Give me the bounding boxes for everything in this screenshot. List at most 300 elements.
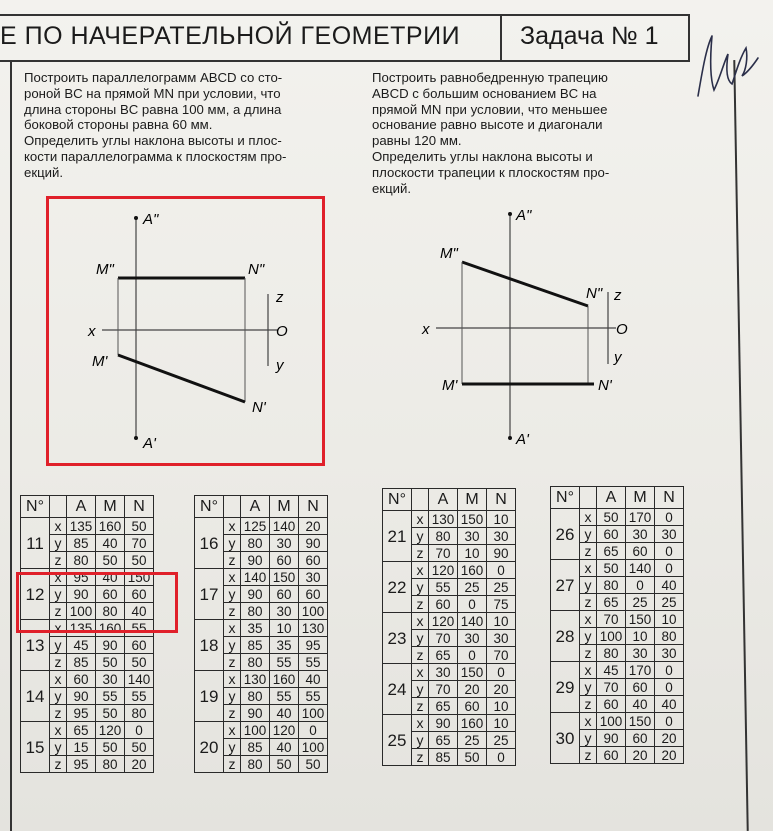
axis-label: y (412, 732, 429, 749)
coordinate-value: 65 (429, 732, 458, 749)
header-m: M (626, 487, 655, 509)
coordinate-value: 90 (597, 730, 626, 747)
axis-label: z (580, 543, 597, 560)
coordinate-value: 55 (270, 654, 299, 671)
coordinate-value: 90 (487, 545, 516, 562)
header-n: N (487, 489, 516, 511)
axis-label: x (50, 620, 67, 637)
coordinate-value: 120 (270, 722, 299, 739)
variant-number: 28 (551, 611, 580, 662)
table-row (383, 562, 516, 579)
variant-number: 20 (195, 722, 224, 773)
coordinate-value: 160 (458, 715, 487, 732)
table-row (195, 671, 328, 688)
variant-number: 16 (195, 518, 224, 569)
coordinate-value: 30 (270, 603, 299, 620)
axis-label: y (50, 535, 67, 552)
coordinate-value: 30 (487, 630, 516, 647)
table-row (195, 722, 328, 739)
coordinate-value: 60 (458, 698, 487, 715)
label-origin-right: O (616, 321, 628, 338)
coordinate-value: 10 (626, 628, 655, 645)
label-y-axis: y (276, 357, 284, 374)
axis-label: y (50, 739, 67, 756)
label-m-frontal: M" (96, 261, 114, 278)
coordinate-value: 80 (429, 528, 458, 545)
axis-label: x (224, 620, 241, 637)
header-axis (580, 487, 597, 509)
coordinate-value: 85 (429, 749, 458, 766)
coordinate-value: 120 (429, 613, 458, 630)
coordinate-value: 130 (429, 511, 458, 528)
coordinate-value: 60 (270, 586, 299, 603)
table-row (551, 611, 684, 628)
coordinate-value: 25 (487, 732, 516, 749)
coordinate-value: 70 (487, 647, 516, 664)
coordinate-value: 150 (458, 664, 487, 681)
axis-label: x (580, 611, 597, 628)
axis-label: x (224, 569, 241, 586)
variants-table-21-25 (382, 488, 516, 766)
coordinate-value: 65 (429, 698, 458, 715)
right-problem-statement: Построить равнобедренную трапецию ABCD с большим основанием BC на прямой MN при условии, что меньшее основание равно высоте и диагонали равны 120 мм. Определить углы наклона высоты и плоскости трапеции к плоскостям про- екций. (372, 70, 610, 196)
coordinate-value: 20 (626, 747, 655, 764)
axis-label: z (224, 756, 241, 773)
header-m: M (270, 496, 299, 518)
axis-label: y (580, 730, 597, 747)
axis-label: y (580, 526, 597, 543)
label-origin: O (276, 323, 288, 340)
variant-number: 11 (21, 518, 50, 569)
page-left-border (10, 60, 12, 831)
axis-label: z (224, 552, 241, 569)
coordinate-value: 30 (626, 526, 655, 543)
label-z-axis-right: z (614, 287, 622, 304)
axis-label: x (412, 562, 429, 579)
coordinate-value: 50 (125, 739, 154, 756)
table-row (551, 713, 684, 730)
coordinate-value: 0 (299, 722, 328, 739)
coordinate-value: 40 (125, 603, 154, 620)
axis-label: y (580, 679, 597, 696)
axis-label: y (224, 586, 241, 603)
header-axis (412, 489, 429, 511)
axis-label: z (50, 654, 67, 671)
coordinate-value: 80 (241, 688, 270, 705)
coordinate-value: 140 (125, 671, 154, 688)
coordinate-value: 135 (67, 620, 96, 637)
coordinate-value: 30 (458, 528, 487, 545)
coordinate-value: 90 (67, 586, 96, 603)
variants-table-11-15 (20, 495, 154, 773)
header-a: A (597, 487, 626, 509)
coordinate-value: 10 (655, 611, 684, 628)
coordinate-value: 0 (655, 662, 684, 679)
header-bottom-border (0, 60, 690, 62)
coordinate-value: 50 (458, 749, 487, 766)
coordinate-value: 25 (626, 594, 655, 611)
header-top-border (0, 14, 690, 16)
coordinate-value: 80 (241, 756, 270, 773)
table-row (551, 662, 684, 679)
coordinate-value: 160 (96, 518, 125, 535)
coordinate-value: 10 (487, 511, 516, 528)
table-header-row (383, 489, 516, 511)
variant-number: 27 (551, 560, 580, 611)
coordinate-value: 80 (597, 577, 626, 594)
coordinate-value: 20 (655, 730, 684, 747)
coordinate-value: 40 (299, 671, 328, 688)
variants-table-16-20 (194, 495, 328, 773)
axis-label: y (412, 630, 429, 647)
axis-label: x (224, 671, 241, 688)
axis-label: y (224, 637, 241, 654)
coordinate-value: 60 (597, 747, 626, 764)
coordinate-value: 20 (655, 747, 684, 764)
coordinate-value: 40 (270, 739, 299, 756)
coordinate-value: 20 (125, 756, 154, 773)
axis-label: z (224, 705, 241, 722)
table-row (195, 620, 328, 637)
label-n-frontal-right: N" (586, 285, 603, 302)
table-row (383, 715, 516, 732)
label-n-horizontal-right: N' (598, 377, 612, 394)
coordinate-value: 120 (96, 722, 125, 739)
axis-label: x (224, 722, 241, 739)
coordinate-value: 160 (458, 562, 487, 579)
axis-label: x (412, 511, 429, 528)
coordinate-value: 150 (270, 569, 299, 586)
coordinate-value: 80 (125, 705, 154, 722)
drawing-highlight-box (46, 196, 325, 466)
axis-label: x (580, 713, 597, 730)
axis-label: y (50, 637, 67, 654)
page-right-border (733, 60, 748, 831)
coordinate-value: 80 (655, 628, 684, 645)
variant-number: 30 (551, 713, 580, 764)
axis-label: y (224, 535, 241, 552)
label-m-horizontal: M' (92, 353, 108, 370)
coordinate-value: 120 (429, 562, 458, 579)
coordinate-value: 50 (597, 509, 626, 526)
coordinate-value: 75 (487, 596, 516, 613)
axis-label: y (580, 577, 597, 594)
variant-number: 12 (21, 569, 50, 620)
variant-number: 29 (551, 662, 580, 713)
coordinate-value: 160 (96, 620, 125, 637)
coordinate-value: 170 (626, 662, 655, 679)
coordinate-value: 40 (96, 569, 125, 586)
coordinate-value: 70 (597, 679, 626, 696)
coordinate-value: 10 (270, 620, 299, 637)
coordinate-value: 135 (67, 518, 96, 535)
coordinate-value: 130 (241, 671, 270, 688)
coordinate-value: 40 (96, 535, 125, 552)
coordinate-value: 30 (655, 645, 684, 662)
coordinate-value: 60 (67, 671, 96, 688)
coordinate-value: 80 (96, 603, 125, 620)
coordinate-value: 80 (67, 552, 96, 569)
variant-number: 15 (21, 722, 50, 773)
label-a-frontal-right: A" (516, 207, 532, 224)
variant-number: 21 (383, 511, 412, 562)
coordinate-value: 90 (429, 715, 458, 732)
coordinate-value: 100 (299, 705, 328, 722)
coordinate-value: 40 (655, 577, 684, 594)
coordinate-value: 50 (96, 552, 125, 569)
coordinate-value: 10 (458, 545, 487, 562)
coordinate-value: 0 (655, 713, 684, 730)
coordinate-value: 60 (429, 596, 458, 613)
coordinate-value: 0 (487, 749, 516, 766)
coordinate-value: 0 (626, 577, 655, 594)
coordinate-value: 80 (241, 535, 270, 552)
coordinate-value: 140 (270, 518, 299, 535)
coordinate-value: 35 (241, 620, 270, 637)
coordinate-value: 100 (67, 603, 96, 620)
handwritten-signature (690, 18, 762, 108)
coordinate-value: 55 (270, 688, 299, 705)
table-header-row (21, 496, 154, 518)
axis-label: x (224, 518, 241, 535)
coordinate-value: 60 (626, 730, 655, 747)
coordinate-value: 10 (487, 613, 516, 630)
coordinate-value: 50 (597, 560, 626, 577)
coordinate-value: 60 (299, 552, 328, 569)
coordinate-value: 0 (655, 560, 684, 577)
coordinate-value: 25 (458, 732, 487, 749)
label-n-horizontal: N' (252, 399, 266, 416)
coordinate-value: 80 (597, 645, 626, 662)
coordinate-value: 130 (299, 620, 328, 637)
axis-label: z (412, 647, 429, 664)
coordinate-value: 25 (655, 594, 684, 611)
header-no: N° (195, 496, 224, 518)
table-row (383, 664, 516, 681)
coordinate-value: 55 (125, 688, 154, 705)
axis-label: y (224, 688, 241, 705)
header-a: A (429, 489, 458, 511)
coordinate-value: 55 (299, 688, 328, 705)
coordinate-value: 30 (487, 528, 516, 545)
axis-label: y (412, 681, 429, 698)
coordinate-value: 30 (299, 569, 328, 586)
coordinate-value: 0 (655, 679, 684, 696)
coordinate-value: 90 (67, 688, 96, 705)
axis-label: x (50, 569, 67, 586)
axis-label: y (224, 739, 241, 756)
coordinate-value: 30 (96, 671, 125, 688)
coordinate-value: 50 (299, 756, 328, 773)
coordinate-value: 70 (429, 545, 458, 562)
coordinate-value: 60 (597, 696, 626, 713)
coordinate-value: 50 (96, 705, 125, 722)
coordinate-value: 25 (487, 579, 516, 596)
variant-12-highlight-box (16, 572, 178, 633)
coordinate-value: 55 (429, 579, 458, 596)
axis-label: x (412, 613, 429, 630)
coordinate-value: 95 (299, 637, 328, 654)
coordinate-value: 90 (299, 535, 328, 552)
variant-number: 18 (195, 620, 224, 671)
label-a-horizontal-right: A' (516, 431, 529, 448)
coordinate-value: 50 (125, 552, 154, 569)
variant-number: 19 (195, 671, 224, 722)
axis-label: y (412, 579, 429, 596)
axis-label: x (580, 509, 597, 526)
variant-number: 17 (195, 569, 224, 620)
coordinate-value: 30 (458, 630, 487, 647)
task-number: Задача № 1 (520, 22, 659, 50)
coordinate-value: 100 (597, 713, 626, 730)
variant-number: 22 (383, 562, 412, 613)
table-row (551, 509, 684, 526)
coordinate-value: 0 (458, 596, 487, 613)
coordinate-value: 20 (299, 518, 328, 535)
axis-label: x (412, 664, 429, 681)
table-header-row (551, 487, 684, 509)
coordinate-value: 50 (125, 518, 154, 535)
coordinate-value: 50 (125, 654, 154, 671)
variant-number: 13 (21, 620, 50, 671)
coordinate-value: 40 (655, 696, 684, 713)
coordinate-value: 80 (241, 603, 270, 620)
variant-number: 14 (21, 671, 50, 722)
coordinate-value: 100 (299, 603, 328, 620)
coordinate-value: 60 (597, 526, 626, 543)
coordinate-value: 125 (241, 518, 270, 535)
coordinate-value: 60 (125, 586, 154, 603)
header-no: N° (21, 496, 50, 518)
coordinate-value: 140 (458, 613, 487, 630)
header-no: N° (383, 489, 412, 511)
coordinate-value: 60 (125, 637, 154, 654)
header-divider (500, 14, 502, 62)
coordinate-value: 20 (458, 681, 487, 698)
axis-label: z (224, 654, 241, 671)
table-row (21, 671, 154, 688)
coordinate-value: 30 (655, 526, 684, 543)
coordinate-value: 25 (458, 579, 487, 596)
coordinate-value: 50 (96, 739, 125, 756)
header-no: N° (551, 487, 580, 509)
axis-label: x (50, 518, 67, 535)
coordinate-value: 80 (96, 756, 125, 773)
coordinate-value: 40 (626, 696, 655, 713)
coordinate-value: 60 (626, 543, 655, 560)
coordinate-value: 60 (270, 552, 299, 569)
axis-label: z (412, 698, 429, 715)
header-n: N (655, 487, 684, 509)
left-problem-statement: Построить параллелограмм ABCD со сто- роной BC на прямой MN при условии, что длина стороны BC равна 100 мм, а длина боковой стороны равна 60 мм. Определить углы наклона высоты и плос- кости параллелограмма к плоскостям про- екций. (24, 70, 287, 180)
label-x-axis: x (88, 323, 96, 340)
coordinate-value: 100 (241, 722, 270, 739)
axis-label: z (580, 645, 597, 662)
axis-label: x (50, 671, 67, 688)
coordinate-value: 70 (125, 535, 154, 552)
table-row (551, 560, 684, 577)
header-n: N (299, 496, 328, 518)
coordinate-value: 150 (125, 569, 154, 586)
label-z-axis: z (276, 289, 284, 306)
coordinate-value: 10 (487, 698, 516, 715)
axis-label: z (412, 749, 429, 766)
coordinate-value: 30 (270, 535, 299, 552)
axis-label: z (412, 545, 429, 562)
header-n: N (125, 496, 154, 518)
coordinate-value: 0 (655, 509, 684, 526)
header-m: M (96, 496, 125, 518)
label-m-horizontal-right: M' (442, 377, 458, 394)
coordinate-value: 60 (96, 586, 125, 603)
coordinate-value: 65 (429, 647, 458, 664)
axis-label: z (224, 603, 241, 620)
coordinate-value: 55 (125, 620, 154, 637)
coordinate-value: 70 (429, 681, 458, 698)
coordinate-value: 80 (241, 654, 270, 671)
axis-label: z (50, 756, 67, 773)
coordinate-value: 150 (458, 511, 487, 528)
coordinate-value: 45 (597, 662, 626, 679)
label-a-horizontal: A' (143, 435, 156, 452)
header-m: M (458, 489, 487, 511)
axis-label: z (50, 705, 67, 722)
coordinate-value: 40 (270, 705, 299, 722)
right-projection-drawing (410, 200, 650, 450)
coordinate-value: 45 (67, 637, 96, 654)
table-row (195, 569, 328, 586)
label-y-axis-right: y (614, 349, 622, 366)
coordinate-value: 50 (96, 654, 125, 671)
label-n-frontal: N" (248, 261, 265, 278)
coordinate-value: 65 (597, 594, 626, 611)
axis-label: z (580, 696, 597, 713)
header-axis (224, 496, 241, 518)
coordinate-value: 150 (626, 713, 655, 730)
coordinate-value: 60 (299, 586, 328, 603)
coordinate-value: 85 (67, 535, 96, 552)
coordinate-value: 85 (241, 739, 270, 756)
table-header-row (195, 496, 328, 518)
table-row (383, 613, 516, 630)
coordinate-value: 35 (270, 637, 299, 654)
worksheet-title: Е ПО НАЧЕРАТЕЛЬНОЙ ГЕОМЕТРИИ (0, 22, 461, 50)
header-a: A (241, 496, 270, 518)
coordinate-value: 85 (67, 654, 96, 671)
header-axis (50, 496, 67, 518)
coordinate-value: 95 (67, 569, 96, 586)
axis-label: x (50, 722, 67, 739)
coordinate-value: 140 (241, 569, 270, 586)
coordinate-value: 10 (487, 715, 516, 732)
table-row (383, 511, 516, 528)
coordinate-value: 60 (626, 679, 655, 696)
coordinate-value: 0 (125, 722, 154, 739)
axis-label: z (50, 552, 67, 569)
coordinate-value: 0 (655, 543, 684, 560)
coordinate-value: 90 (241, 552, 270, 569)
coordinate-value: 55 (96, 688, 125, 705)
coordinate-value: 30 (626, 645, 655, 662)
variants-table-26-30 (550, 486, 684, 764)
axis-label: x (580, 560, 597, 577)
axis-label: x (412, 715, 429, 732)
axis-label: z (50, 603, 67, 620)
axis-label: z (580, 594, 597, 611)
axis-label: x (580, 662, 597, 679)
variant-number: 25 (383, 715, 412, 766)
axis-label: z (412, 596, 429, 613)
